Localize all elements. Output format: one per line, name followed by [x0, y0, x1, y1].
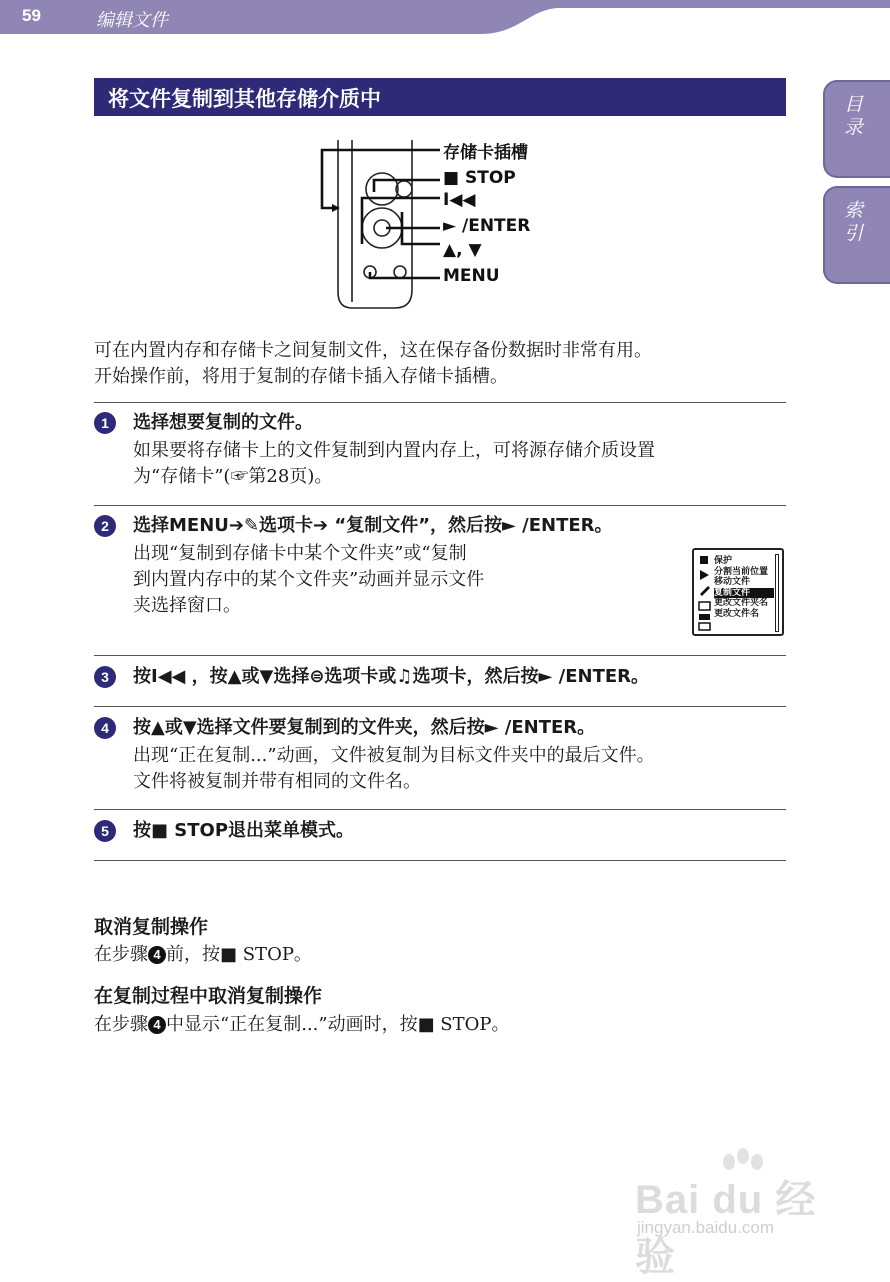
step-number: 2 [94, 515, 116, 537]
screen-tab-icons [698, 554, 712, 632]
index-tab[interactable] [823, 186, 890, 284]
step-ref-icon: 4 [148, 1016, 166, 1034]
screen-menu-item: 分割当前位置 [714, 566, 769, 577]
note-heading: 在复制过程中取消复制操作 [94, 985, 323, 1007]
screen-menu-item: 保护 [714, 556, 733, 566]
step-3 [94, 664, 794, 698]
note-body [94, 1010, 510, 1036]
screen-scrollbar [775, 554, 779, 632]
step-body-line: 为“存储卡”(☞第28页)。 [133, 466, 333, 487]
step-number: 4 [94, 717, 116, 739]
note-body [94, 940, 312, 966]
stop-callout: ■ STOP [443, 168, 516, 188]
intro-line: 开始操作前，将用于复制的存储卡插入存储卡插槽。 [94, 366, 508, 387]
screen-menu-item: 更改文件名 [714, 608, 760, 619]
note-text: 前，按■ STOP。 [166, 944, 312, 965]
screen-menu [714, 556, 774, 620]
divider [94, 402, 786, 403]
screen-menu-item: 更改文件夹名 [714, 598, 769, 609]
step-heading: 选择想要复制的文件。 [133, 412, 313, 433]
step-number: 3 [94, 666, 116, 688]
screen-menu-item: 移动文件 [714, 577, 751, 588]
step-body-line: 出现“正在复制...”动画，文件被复制为目标文件夹中的最后文件。 [133, 745, 655, 766]
divider [94, 809, 786, 810]
card-slot-callout: 存储卡插槽 [443, 143, 528, 163]
intro-line: 可在内置内存和存储卡之间复制文件，这在保存备份数据时非常有用。 [94, 340, 652, 361]
step-body [133, 541, 484, 619]
step-heading: 选择MENU➔✎选项卡➔ “复制文件”，然后按► /ENTER。 [133, 515, 613, 536]
step-number: 5 [94, 820, 116, 842]
page-number: 59 [22, 6, 41, 25]
step-body-line: 如果要将存储卡上的文件复制到内置内存上，可将源存储介质设置 [133, 440, 655, 461]
step-body-line: 出现“复制到存储卡中某个文件夹”或“复制 [133, 543, 467, 564]
step-body-line: 到内置内存中的某个文件夹”动画并显示文件 [133, 569, 485, 590]
divider [94, 706, 786, 707]
note-text: 在步骤 [94, 944, 148, 965]
step-2 [94, 513, 794, 648]
step-heading: 按I◀◀ ，按▲或▼选择⊜选项卡或♫选项卡，然后按► /ENTER。 [133, 666, 650, 687]
chapter-title: 编辑文件 [96, 10, 168, 31]
index-tab-label: 索引 [841, 200, 863, 246]
step-body-line: 文件将被复制并带有相同的文件名。 [133, 771, 421, 792]
step-body [133, 743, 655, 795]
watermark-url: jingyan.baidu.com [637, 1218, 775, 1237]
note-heading: 取消复制操作 [94, 916, 209, 938]
step-4 [94, 715, 794, 805]
divider [94, 505, 786, 506]
step-1 [94, 410, 794, 500]
step-body-line: 夹选择窗口。 [133, 595, 241, 616]
watermark-logo: Bai du 经验 [635, 1178, 817, 1279]
note-text: 在步骤 [94, 1014, 148, 1035]
step-5 [94, 818, 794, 852]
baidu-watermark [635, 1148, 845, 1279]
step-number: 1 [94, 412, 116, 434]
contents-tab-label: 目录 [841, 94, 863, 140]
step-heading: 按■ STOP退出菜单模式。 [133, 820, 355, 841]
step-heading: 按▲或▼选择文件要复制到的文件夹，然后按► /ENTER。 [133, 717, 596, 738]
divider [94, 655, 786, 656]
screen-menu-item-selected: 复制文件 [714, 588, 774, 599]
contents-tab[interactable] [823, 80, 890, 178]
step-body [133, 438, 655, 490]
intro-text [94, 338, 794, 390]
play-enter-callout: ► /ENTER [443, 216, 531, 236]
prev-callout: I◀◀ [443, 190, 476, 210]
step-ref-icon: 4 [148, 946, 166, 964]
up-down-callout: ▲, ▼ [443, 240, 482, 260]
section-title: 将文件复制到其他存储介质中 [94, 78, 786, 116]
device-screen [692, 548, 784, 636]
menu-callout: MENU [443, 266, 500, 286]
note-text: 中显示“正在复制...”动画时，按■ STOP。 [166, 1014, 510, 1035]
divider [94, 860, 786, 861]
